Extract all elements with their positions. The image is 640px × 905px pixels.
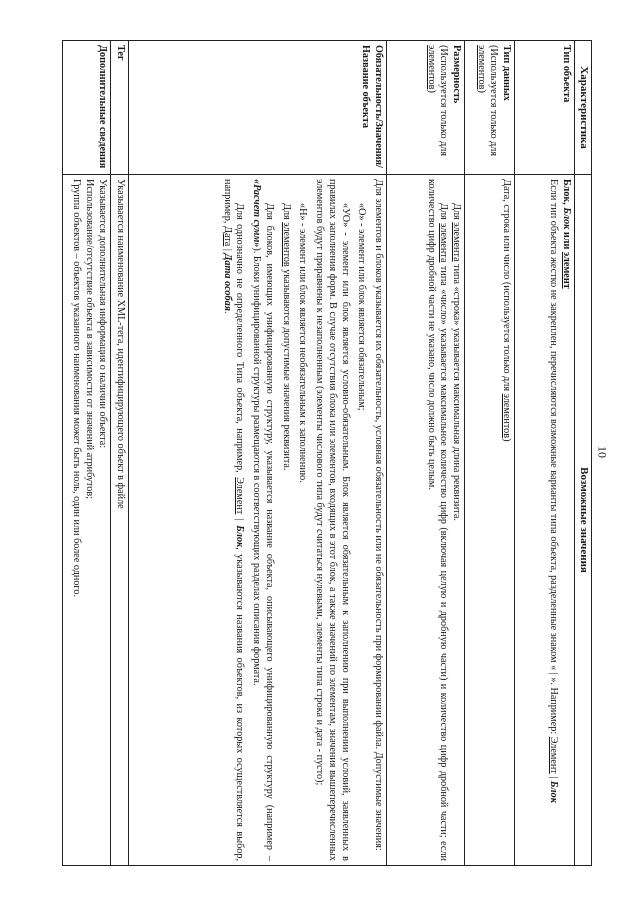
row-label: Дополнительные сведения: [97, 45, 108, 169]
row-label: Тег: [114, 45, 126, 61]
row-size: [387, 41, 465, 866]
mand-undefined: Для однозначно не определенного Типа объекта, например, Элемент | Блок, указываются названия объектов, из которых осуществляется выбор, например, Дата | Дата особая.: [221, 179, 246, 861]
size-p2: Для элемента типа «число» указывается максимальное количество цифр (включая целую и дробную части) и количество цифр дробной части; если количество цифр дробной части не указано, число должно быть целым.: [425, 179, 450, 861]
mand-allowed: Для элементов указываются допустимые значения реквизита.: [280, 203, 292, 471]
row-tag: [111, 41, 129, 866]
rotated-page: [62, 40, 592, 866]
page-number: 10: [595, 446, 610, 458]
mand-uo: «УО» - элемент или блок является условно-обязательным. Блок является обязательным к заполнению при выполнении условий, заявленных в правилах заполнения форм. В случае отсутствия блока или элементов, входящих в этот блок, а также значений по элементам, значения вышеперечисленных элементов будут приравнены к незаполненным (элементы числового типа будут считаться нулевыми, элементы типа строка и дата - пусто);: [314, 179, 351, 861]
label-extra: [63, 41, 111, 175]
row-label: Размерность: [451, 45, 463, 104]
row-label: Тип данных: [501, 45, 513, 101]
row-note: (Используется только для элементов): [425, 45, 450, 157]
row-extra: [63, 41, 111, 866]
type-line1: Блок, Блок или элемент: [561, 179, 573, 289]
header-values: Возможные значения: [575, 175, 592, 866]
label-tag: [111, 41, 129, 175]
extra-l2: Использование/отсутствие объекта в зависимости от значений атрибутов;: [84, 179, 96, 500]
value-size: [387, 175, 465, 866]
row-object-type: [515, 41, 575, 866]
extra-l1: Указывается дополнительная информация о наличии объекта:: [97, 179, 108, 449]
table-header-row: [575, 41, 592, 866]
mand-n: «Н» - элемент или блок является необязательным к заполнению.: [297, 203, 309, 483]
label-data-type: [465, 41, 515, 175]
row-note: (Используется только для элементов): [475, 45, 500, 157]
spec-table: [62, 40, 592, 866]
row-data-type: [465, 41, 515, 866]
value-extra: [63, 175, 111, 866]
row-label: Обязательность/Значения/Название объекта: [360, 45, 385, 168]
header-characteristic: Характеристика: [575, 41, 592, 175]
row-mandatory: [128, 41, 387, 866]
value-data-type: Дата, строка или число (используется только для элементов): [465, 175, 515, 866]
mand-blocks: Для блоков, имеющих унифицированную структуру, указывается название объекта, описывающего унифицированную структуру (например – «Расчет сумм»). Блоки унифицированной структуры размещаются в соответствующих разделах описания формата.: [251, 179, 275, 861]
value-object-type: [515, 175, 575, 866]
label-mandatory: [128, 41, 387, 175]
row-label: Тип объекта: [561, 45, 573, 103]
value-tag: Указывается наименование XML-тега, идентифицирующего объект в файле: [111, 175, 129, 866]
mand-o: «О» - элемент или блок является обязательным;: [356, 203, 368, 411]
label-size: [387, 41, 465, 175]
label-object-type: [515, 41, 575, 175]
mand-intro: Для элементов и блоков указывается их обязательность, условная обязательность или не обязательность при формировании файла. Допустимые значения:: [373, 179, 385, 851]
value-mandatory: [128, 175, 387, 866]
type-line2: Если тип объекта жестко не закреплен, перечисляются возможные варианты типа объекта, разделенные знаком « | ». Например: Элемент | Блок: [548, 179, 560, 803]
size-p1: Для элемента типа «строка» указывается максимальная длина реквизита.: [451, 203, 463, 521]
extra-l3: Группа объектов – объектов указанного наименования может быть ноль, один или более одного.: [71, 179, 83, 597]
